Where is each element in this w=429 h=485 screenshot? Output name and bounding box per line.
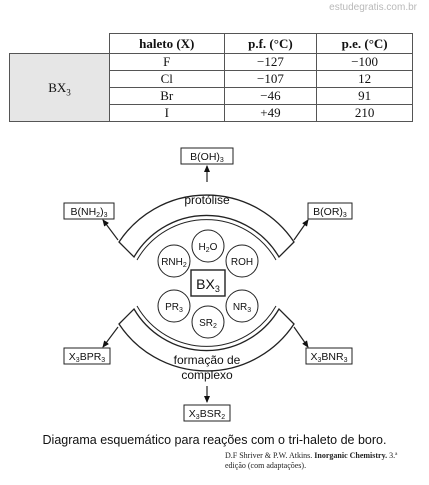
complex-label-line2: complexo [181,368,233,382]
header-boiling-point: p.e. (°C) [317,34,413,54]
product-x3bnr3 [306,348,352,364]
reagent-pr3 [158,290,190,322]
arrow-to-bnr3 [294,327,308,347]
row-label-bx3: $BX_3$ [10,54,110,122]
svg-text:B(OH)3: B(OH)3 [190,151,224,164]
cell-boiling-point: 210 [317,105,413,122]
arrow-to-bor3 [294,220,308,240]
svg-text:PR3: $PR_3$ [165,302,183,314]
arrow-to-bpr3 [103,327,118,347]
product-bor3 [308,203,352,219]
citation-authors: D.F Shriver & P.W. Atkins. [225,451,313,460]
header-melting-point: p.f. (°C) [224,34,317,54]
cell-boiling-point: 91 [317,88,413,105]
boron-halide-table [9,33,413,122]
reaction-diagram [0,146,429,431]
diagram-caption: Diagrama esquemático para reações com o tri-haleto de boro. [42,433,387,447]
svg-text:ROH: ROH [230,257,254,268]
svg-text:X3BPR3: X3BPR3 [68,351,106,364]
reagent-sr2 [192,306,224,338]
svg-text:X3BNR3: X3BNR3 [310,351,348,364]
arrow-to-bnh2 [103,220,118,240]
reagent-rnh2 [158,245,190,277]
cell-melting-point: −107 [224,71,317,88]
svg-text:NR3: $NR_3$ [232,302,252,314]
cell-halide: F [110,54,225,71]
protolysis-label: protólise [184,193,230,207]
svg-text:SR2: $SR_2$ [199,318,217,330]
cell-halide: I [110,105,225,122]
reagent-h2o [192,230,224,262]
source-citation [225,451,415,471]
product-bnh2-3 [64,203,114,219]
svg-text:B(OR)3: B(OR)3 [313,206,347,219]
product-x3bsr2 [184,405,230,421]
citation-title: Inorganic Chemistry. [314,451,388,460]
svg-text:RNH2: $RNH_2$ [161,257,187,269]
cell-halide: Cl [110,71,225,88]
watermark: estudegratis.com.br [329,2,417,13]
header-halide: haleto (X) [110,34,225,54]
cell-boiling-point: −100 [317,54,413,71]
center-bx3-label: $BX_3$ [196,276,220,294]
table-row [10,54,413,71]
citation-edition: 3.ª edição (com adaptações). [225,451,398,470]
complex-label-line1: formação de [173,353,241,367]
product-boh3 [181,148,233,164]
product-x3bpr3 [64,348,110,364]
svg-text:H2O: $H_2O$ [198,242,218,254]
reagent-roh [226,245,258,277]
cell-halide: Br [110,88,225,105]
svg-text:B(NH2)3: B(NH2)3 [70,206,108,219]
cell-melting-point: −46 [224,88,317,105]
svg-text:X3BSR2: X3BSR2 [188,408,226,421]
cell-boiling-point: 12 [317,71,413,88]
cell-melting-point: +49 [224,105,317,122]
reagent-nr3 [226,290,258,322]
table-header-row [10,34,413,54]
table-corner [10,34,110,54]
cell-melting-point: −127 [224,54,317,71]
